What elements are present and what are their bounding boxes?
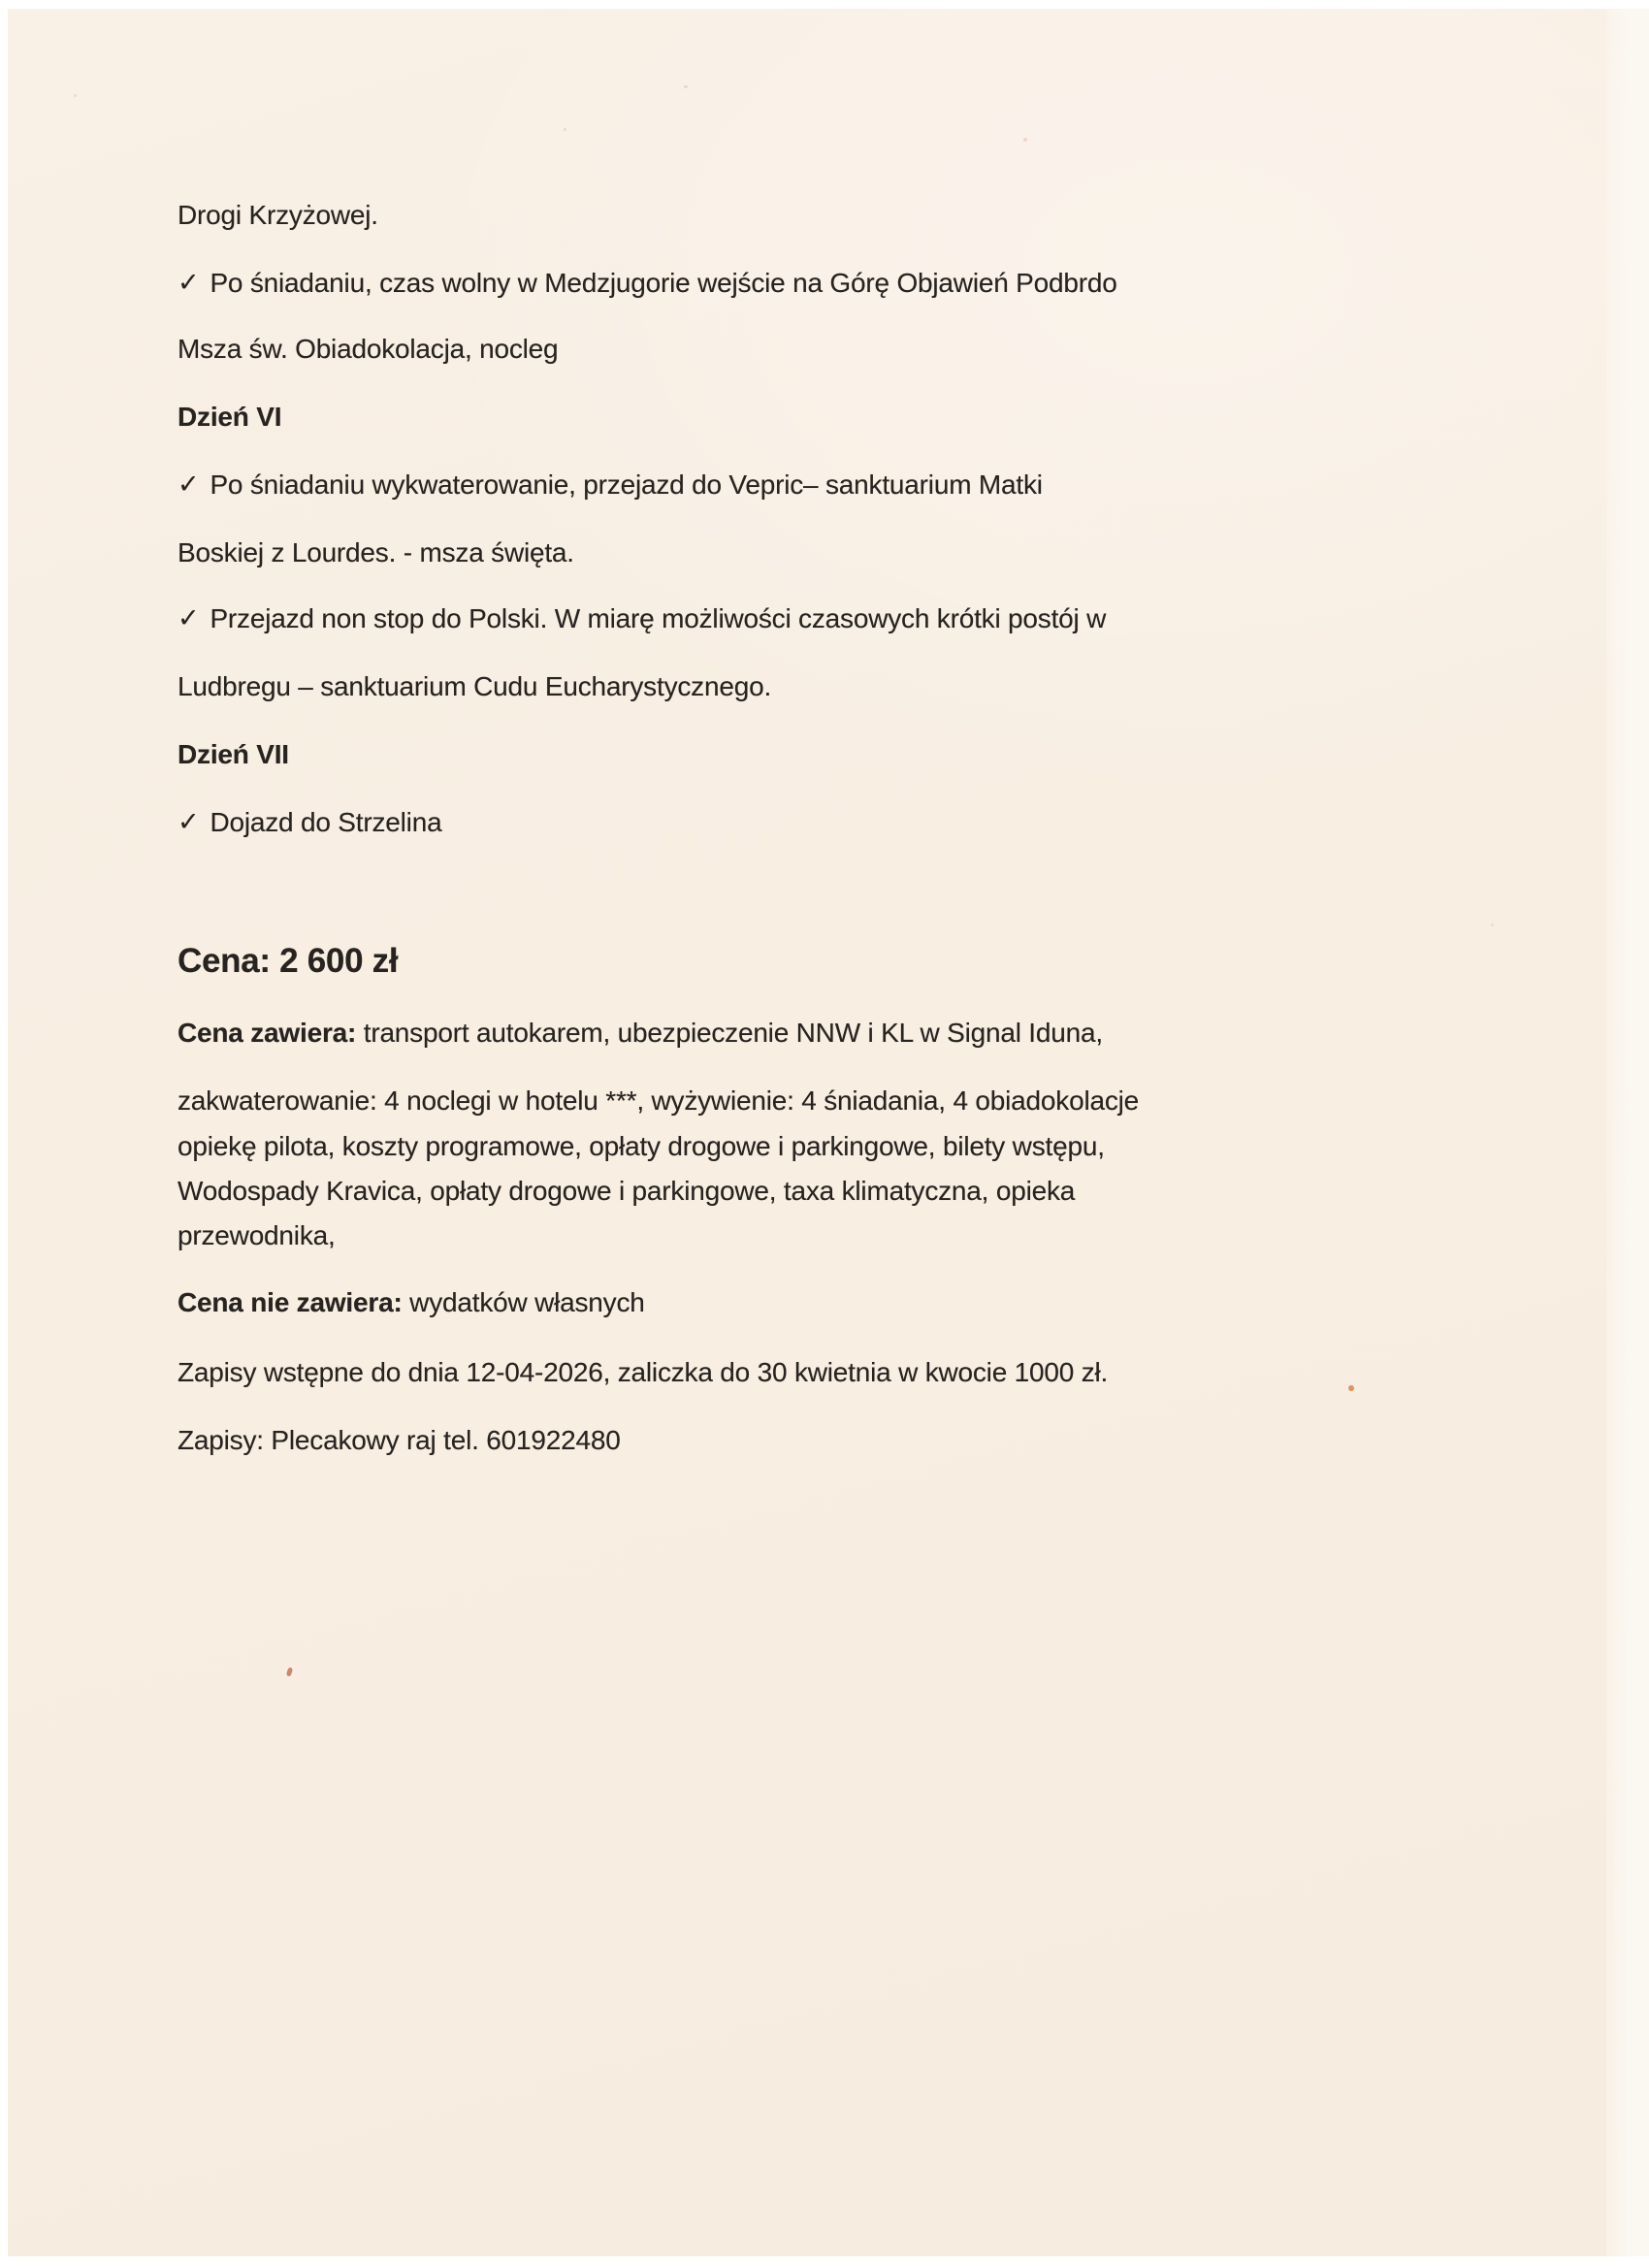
line-check-dojazd-strzelin bbox=[178, 805, 441, 840]
line-zakwaterowanie: zakwaterowanie: 4 noclegi w hotelu ***, wyżywienie: 4 śniadania, 4 obiadokolacje bbox=[178, 1085, 1140, 1116]
line-zapisy-kontakt: Zapisy: Plecakowy raj tel. 601922480 bbox=[178, 1425, 621, 1455]
dust-speck bbox=[74, 94, 77, 97]
checkmark-icon: ✓ bbox=[178, 470, 200, 499]
heading-dzien-vii: Dzień VII bbox=[178, 739, 289, 769]
line-cena-nie-zawiera bbox=[178, 1285, 645, 1320]
line-cena-zawiera bbox=[178, 1016, 1103, 1051]
checkmark-icon: ✓ bbox=[178, 268, 200, 297]
dust-speck bbox=[564, 128, 566, 131]
line-text: Dojazd do Strzelina bbox=[210, 807, 442, 837]
line-opieka-pilota: opiekę pilota, koszty programowe, opłaty drogowe i parkingowe, bilety wstępu, bbox=[178, 1131, 1105, 1161]
cena-zawiera-label: Cena zawiera: bbox=[178, 1018, 357, 1048]
dust-speck-orange bbox=[1348, 1385, 1354, 1391]
scan-light-band-right bbox=[1606, 9, 1649, 2256]
cena-zawiera-text: transport autokarem, ubezpieczenie NNW i KL w Signal Iduna, bbox=[356, 1018, 1103, 1048]
heading-cena: Cena: 2 600 zł bbox=[178, 942, 399, 980]
line-boskiej-lourdes: Boskiej z Lourdes. - msza święta. bbox=[178, 537, 574, 567]
checkmark-icon: ✓ bbox=[178, 807, 200, 836]
line-zapisy-wstepne: Zapisy wstępne do dnia 12-04-2026, zaliczka do 30 kwietnia w kwocie 1000 zł. bbox=[178, 1357, 1109, 1387]
scan-margin-top bbox=[0, 0, 1649, 9]
scan-margin-left bbox=[0, 0, 8, 2268]
dust-speck bbox=[684, 85, 688, 88]
line-text: Po śniadaniu, czas wolny w Medzjugorie wejście na Górę Objawień Podbrdo bbox=[210, 268, 1117, 298]
cena-nie-zawiera-text: wydatków własnych bbox=[402, 1287, 645, 1317]
line-msza-nocleg: Msza św. Obiadokolacja, nocleg bbox=[178, 334, 559, 364]
line-ludbregu: Ludbregu – sanktuarium Cudu Eucharystycznego. bbox=[178, 671, 772, 701]
dust-speck bbox=[1023, 138, 1027, 142]
scan-margin-bottom bbox=[0, 2256, 1649, 2268]
line-przewodnika: przewodnika, bbox=[178, 1220, 336, 1250]
heading-dzien-vi: Dzień VI bbox=[178, 402, 282, 432]
dust-speck bbox=[1491, 923, 1494, 926]
cena-nie-zawiera-label: Cena nie zawiera: bbox=[178, 1287, 403, 1317]
checkmark-icon: ✓ bbox=[178, 603, 200, 632]
line-check-przejazd-polska bbox=[178, 601, 1106, 636]
line-wodospady-kravica: Wodospady Kravica, opłaty drogowe i parkingowe, taxa klimatyczna, opieka bbox=[178, 1176, 1076, 1206]
line-check-wykwaterowanie bbox=[178, 468, 1043, 502]
line-drogi-krzyzowej: Drogi Krzyżowej. bbox=[178, 200, 378, 230]
line-check-medzjugorie bbox=[178, 266, 1117, 301]
line-text: Po śniadaniu wykwaterowanie, przejazd do Vepric– sanktuarium Matki bbox=[210, 470, 1043, 500]
dust-speck-red bbox=[286, 1667, 294, 1676]
line-text: Przejazd non stop do Polski. W miarę możliwości czasowych krótki postój w bbox=[210, 603, 1107, 633]
